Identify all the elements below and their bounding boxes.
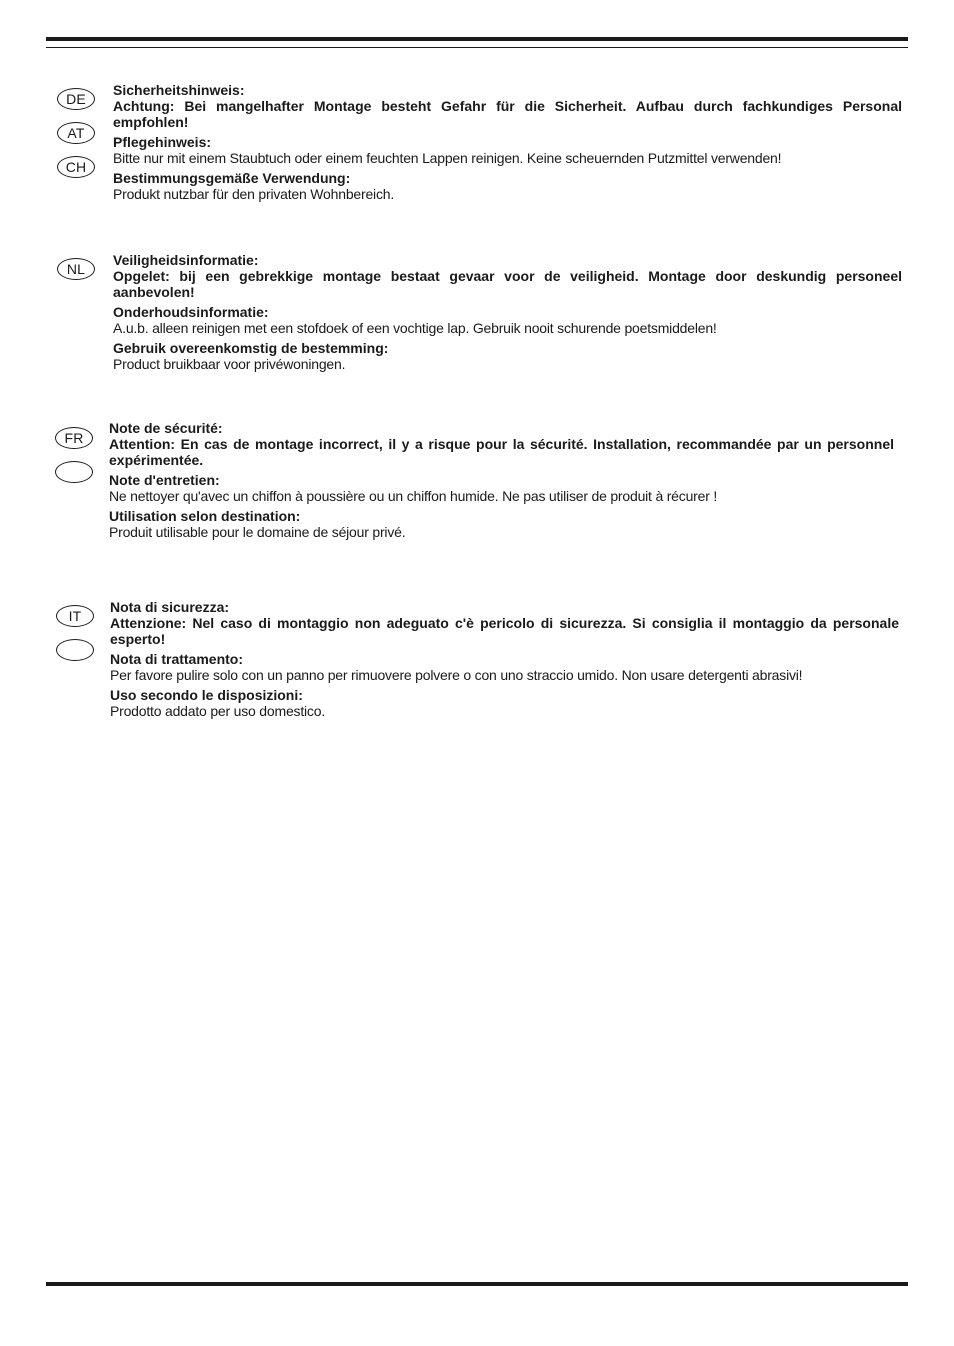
care-text: A.u.b. alleen reinigen met een stofdoek of een vochtige lap. Gebruik nooit schurende poetsmiddelen!: [113, 320, 717, 336]
safety-text: Achtung: Bei mangelhafter Montage besteht Gefahr für die Sicherheit. Aufbau durch fachkundiges Personal empfohlen!: [113, 98, 902, 130]
country-badge-de: DE: [57, 88, 95, 110]
safety-text: Attention: En cas de montage incorrect, il y a risque pour la sécurité. Installation, recommandée par un personnel expérimentée.: [109, 436, 894, 468]
use-text: Product bruikbaar voor privéwoningen.: [113, 356, 346, 372]
safety-heading: Veiligheidsinformatie:: [113, 252, 259, 268]
safety-heading: Nota di sicurezza:: [110, 599, 230, 615]
section-it: [110, 599, 899, 719]
care-text: Bitte nur mit einem Staubtuch oder einem feuchten Lappen reinigen. Keine scheuernden Putzmittel verwenden!: [113, 150, 782, 166]
use-heading: Bestimmungsgemäße Verwendung:: [113, 170, 351, 186]
safety-text: Attenzione: Nel caso di montaggio non adeguato c'è pericolo di sicurezza. Si consiglia il montaggio da personale esperto!: [110, 615, 899, 647]
country-badge-at: AT: [57, 122, 95, 144]
section-fr: [109, 420, 894, 540]
safety-heading: Sicherheitshinweis:: [113, 82, 245, 98]
use-heading: Utilisation selon destination:: [109, 508, 301, 524]
care-heading: Nota di trattamento:: [110, 651, 243, 667]
section-de: [113, 82, 902, 202]
care-heading: Onderhoudsinformatie:: [113, 304, 269, 320]
care-heading: Note d'entretien:: [109, 472, 220, 488]
top-rule: [46, 37, 908, 41]
country-badge-ch: CH: [57, 156, 95, 178]
section-nl: [113, 252, 902, 372]
care-text: Ne nettoyer qu'avec un chiffon à poussière ou un chiffon humide. Ne pas utiliser de produit à récurer !: [109, 488, 718, 504]
country-badge-blank: [55, 461, 93, 483]
care-text: Per favore pulire solo con un panno per rimuovere polvere o con uno straccio umido. Non usare detergenti abrasivi!: [110, 667, 803, 683]
country-badge-it: IT: [56, 605, 94, 627]
safety-text: Opgelet: bij een gebrekkige montage bestaat gevaar voor de veiligheid. Montage door deskundig personeel aanbevolen!: [113, 268, 902, 300]
use-text: Produkt nutzbar für den privaten Wohnbereich.: [113, 186, 395, 202]
care-heading: Pflegehinweis:: [113, 134, 212, 150]
bottom-rule: [46, 1282, 908, 1286]
use-text: Produit utilisable pour le domaine de séjour privé.: [109, 524, 406, 540]
safety-heading: Note de sécurité:: [109, 420, 223, 436]
use-heading: Uso secondo le disposizioni:: [110, 687, 303, 703]
use-text: Prodotto addato per uso domestico.: [110, 703, 326, 719]
country-badge-fr: FR: [55, 427, 93, 449]
country-badge-nl: NL: [57, 258, 95, 280]
use-heading: Gebruik overeenkomstig de bestemming:: [113, 340, 389, 356]
country-badge-blank: [56, 639, 94, 661]
top-rule-thin: [46, 47, 908, 48]
